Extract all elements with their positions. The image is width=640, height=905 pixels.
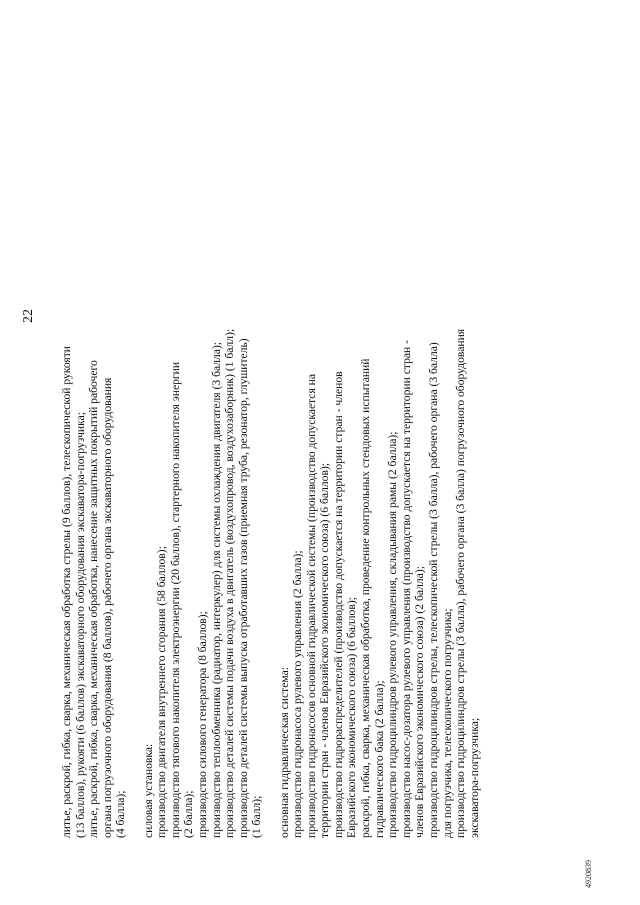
text-line: Евразийского экономического союза) (6 баллов); [345, 597, 359, 838]
text-line: (4 балла); [114, 790, 128, 838]
text-line: производство гидрораспределителей (производство допускается на территории стран - членов [331, 371, 345, 838]
text-line: производство деталей системы выпуска отработавших газов (приемная труба, резонатор, глушитель) [236, 338, 250, 838]
text-line: производство тягового накопителя электроэнергии (20 баллов), стартерного накопителя энергии [168, 361, 182, 838]
text-line: литье, раскрой, гибка, сварка, механическая обработка стрелы (9 баллов), телескопической рукояти [60, 345, 73, 838]
text-line: производство гидронасоса рулевого управления (2 балла); [291, 550, 305, 838]
rotated-text-body [60, 58, 481, 838]
text-line: производство гидроцилиндров стрелы (3 балла), рабочего органа (3 балла) погрузочного оборудования [454, 328, 468, 838]
paragraph-gap [264, 58, 278, 838]
text-line: органа погрузочного оборудования (8 баллов), рабочего органа экскаваторного оборудования [100, 377, 114, 838]
section-heading: силовая установка: [141, 743, 155, 838]
text-line: производство деталей системы подачи воздуха в двигатель (воздухопровод, воздухозаборник) (1 балл); [223, 328, 237, 838]
text-line: гидравлического бака (2 балла); [372, 680, 386, 838]
text-line: экскаватора-погрузчика; [467, 717, 481, 838]
paragraph-block-1 [60, 58, 128, 838]
text-line: производство силового генератора (8 баллов); [195, 611, 209, 838]
text-line: литье, раскрой, гибка, сварка, механическая обработка, нанесение защитных покрытий рабочего [87, 360, 101, 838]
text-line: раскрой, гибка, сварка, механическая обработка, проведение контрольных стендовых испытаний [359, 358, 373, 838]
text-line: территории стран - членов Евразийского экономического союза) (6 баллов); [318, 462, 332, 838]
text-line: (13 баллов), рукояти (6 баллов) экскаваторного оборудования экскаватора-погрузчика; [73, 412, 87, 838]
text-line: производство насос-дозатора рулевого управления (производство допускается на территории стран - [399, 340, 413, 838]
text-line: производство гидроцилиндров стрелы, телескопической стрелы (3 балла), рабочего органа (3 балла) [427, 342, 441, 838]
section-heading: основная гидравлическая система: [277, 667, 291, 838]
paragraph-gap [128, 58, 142, 838]
text-line: производство гидроцилиндров рулевого управления, складывания рамы (2 балла); [386, 431, 400, 838]
text-line: для погрузчика, телескопического погрузчика; [440, 608, 454, 838]
page-number: 22 [21, 309, 36, 323]
text-line: членов Евразийского экономического союза) (2 балла); [413, 566, 427, 838]
text-line: (2 балла); [182, 790, 196, 838]
text-line: производство гидронасосов основной гидравлической системы (производство допускается на [304, 373, 318, 838]
text-line: (1 балл); [250, 795, 264, 838]
paragraph-block-2 [142, 58, 264, 838]
paragraph-block-3 [278, 58, 482, 838]
text-line: производство теплообменника (радиатор, интеркулер) для системы охлаждения двигателя (3 балла); [209, 341, 223, 838]
document-code: 4920839 [584, 860, 593, 888]
text-line: производство двигателя внутреннего сгорания (58 баллов); [155, 546, 169, 838]
